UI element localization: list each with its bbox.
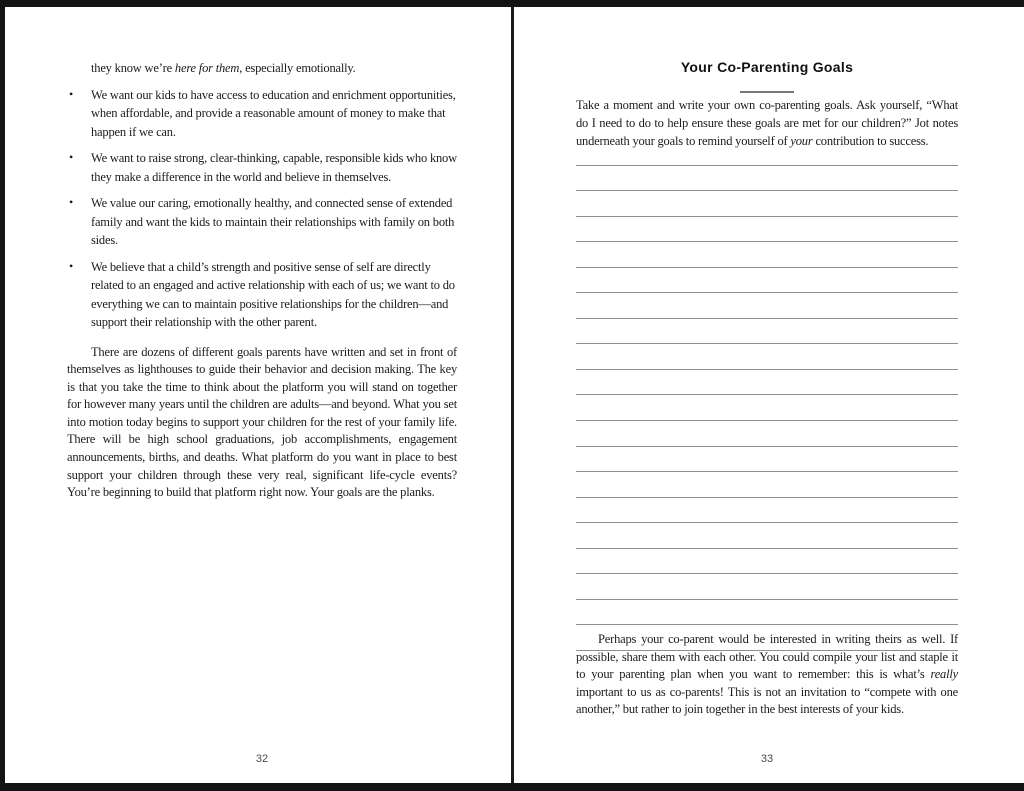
page-number-left: 32 bbox=[255, 753, 269, 765]
closing-post: important to us as co-parents! This is not an invitation to “compete with one another,” but rather to join together in the best interests of your kids. bbox=[576, 684, 958, 716]
ruled-line bbox=[576, 498, 958, 524]
bullet-marker: • bbox=[69, 86, 74, 101]
bullet-text: We want our kids to have access to education and enrichment opportunities, when affordable, and provide a reasonable amount of money to make that happen if we can. bbox=[91, 87, 456, 139]
ruled-lines bbox=[576, 140, 958, 651]
bullet-list bbox=[67, 86, 457, 332]
bullet-item bbox=[67, 258, 457, 332]
bullet-marker: • bbox=[69, 195, 74, 209]
ruled-line bbox=[576, 472, 958, 498]
ruled-line bbox=[576, 370, 958, 396]
closing-paragraph bbox=[576, 631, 958, 719]
title-rule bbox=[740, 91, 794, 93]
ruled-line bbox=[576, 523, 958, 549]
bottom-border bbox=[0, 783, 1024, 791]
left-page-text bbox=[67, 59, 457, 502]
bullet-item bbox=[67, 149, 457, 186]
ruled-line bbox=[576, 268, 958, 294]
ruled-line bbox=[576, 319, 958, 345]
page-number-right: 33 bbox=[760, 753, 774, 765]
ruled-line bbox=[576, 166, 958, 192]
bullet-text: We want to raise strong, clear-thinking, capable, responsible kids who know they make a difference in the world and believe in themselves. bbox=[91, 151, 457, 184]
left-page bbox=[5, 7, 511, 783]
bullet-continuation-line bbox=[67, 59, 457, 78]
page-title: Your Co-Parenting Goals bbox=[680, 59, 854, 75]
ruled-line bbox=[576, 600, 958, 626]
ruled-line bbox=[576, 574, 958, 600]
ruled-line bbox=[576, 217, 958, 243]
ruled-line bbox=[576, 447, 958, 473]
bullet-item bbox=[67, 194, 457, 250]
continuation-pre: they know we’re bbox=[91, 61, 175, 75]
ruled-line bbox=[576, 293, 958, 319]
ruled-line bbox=[576, 191, 958, 217]
top-border bbox=[0, 0, 1024, 7]
bullet-text: We believe that a child’s strength and positive sense of self are directly related to an engaged and active relationship with each of us; we want to do everything we can to maintain positive relationships for the children—and support their relationship with the other parent. bbox=[91, 259, 455, 329]
ruled-line bbox=[576, 549, 958, 575]
bullet-marker: • bbox=[69, 150, 74, 164]
closing-pre: Perhaps your co-parent would be interested in writing theirs as well. If possible, share them with each other. You could compile your list and staple it to your parenting plan when you want to remember: this is what’s bbox=[576, 632, 958, 681]
ruled-line bbox=[576, 140, 958, 166]
continuation-post: , especially emotionally. bbox=[239, 61, 356, 75]
bullet-text: We value our caring, emotionally healthy, and connected sense of extended family and want the kids to maintain their relationships with family on both sides. bbox=[91, 196, 455, 247]
bullet-item bbox=[67, 86, 457, 142]
continuation-italic: here for them bbox=[174, 61, 240, 75]
closing-italic: really bbox=[930, 667, 958, 681]
ruled-line bbox=[576, 242, 958, 268]
bullet-marker: • bbox=[69, 258, 74, 273]
intro-italic: your bbox=[790, 134, 813, 148]
ruled-line bbox=[576, 344, 958, 370]
body-paragraph: There are dozens of different goals parents have written and set in front of themselves as lighthouses to guide their behavior and decision making. The key is that you take the time to think about the platform you will stand on together for however many years until the children are adults—and beyond. What you set into motion today begins to support your children for the rest of your family life. There will be high school graduations, job accomplishments, engagement announcements, births, and deaths. What platform do you want in place to best support your children through these very real, significant life-cycle events? You’re beginning to build that platform right now. Your goals are the planks. bbox=[67, 344, 457, 500]
intro-post: contribution to success. bbox=[812, 134, 929, 148]
ruled-line bbox=[576, 421, 958, 447]
intro-pre: Take a moment and write your own co-parenting goals. Ask yourself, “What do I need to do to help ensure these goals are met for our children?” Jot notes underneath your goals to remind yourself of bbox=[576, 98, 958, 148]
ruled-line bbox=[576, 395, 958, 421]
right-page bbox=[514, 7, 1024, 783]
